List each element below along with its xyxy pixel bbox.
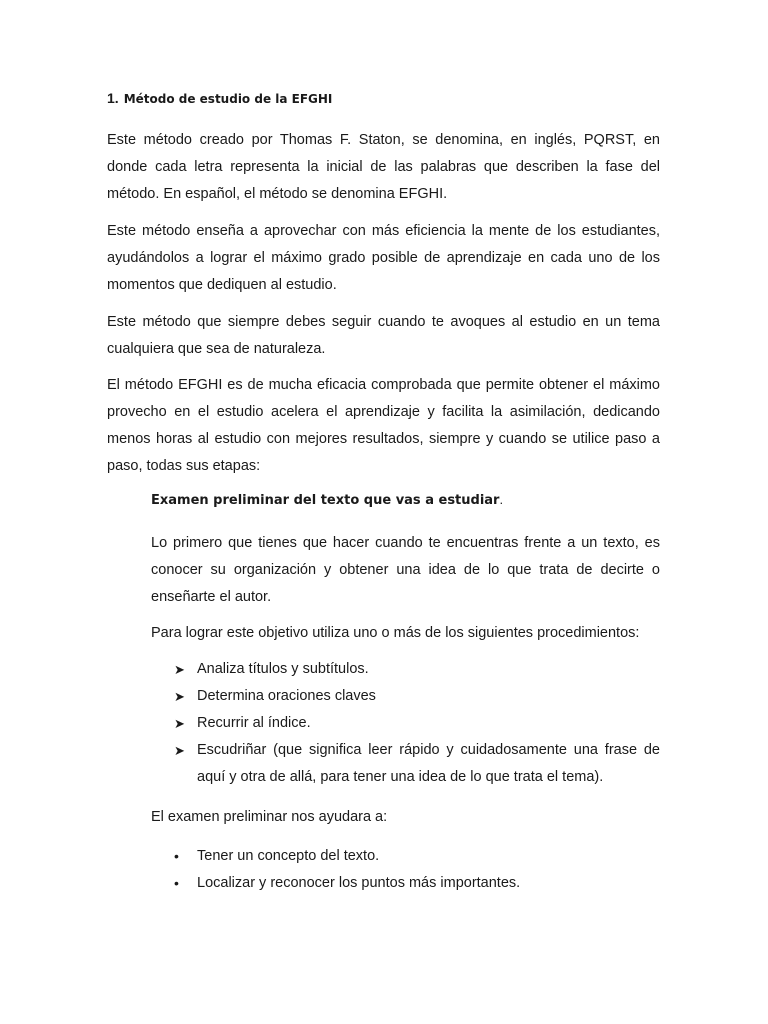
list-item-text: Determina oraciones claves bbox=[197, 688, 376, 704]
arrowhead-bullet-icon: ➤ bbox=[174, 743, 185, 758]
benefits-list bbox=[174, 843, 660, 897]
list-item bbox=[174, 870, 660, 897]
paragraph-benefits-intro: El examen preliminar nos ayudara a: bbox=[151, 809, 388, 825]
list-item-text: Tener un concepto del texto. bbox=[197, 848, 380, 864]
list-item-text: Recurrir al índice. bbox=[197, 715, 311, 731]
arrowhead-bullet-icon: ➤ bbox=[174, 689, 185, 704]
subsection-title-period: . bbox=[499, 492, 504, 507]
section-heading bbox=[107, 90, 332, 106]
round-bullet-icon: • bbox=[174, 875, 179, 891]
paragraph-efficiency: Este método enseña a aprovechar con más eficiencia la mente de los estudiantes, ayudándolos a lograr el máximo grado posible de aprendizaje en cada uno de los momentos que dediquen al estudio. bbox=[107, 223, 660, 293]
procedures-list bbox=[174, 656, 660, 791]
list-item bbox=[174, 710, 660, 737]
paragraph-usage: Este método que siempre debes seguir cuando te avoques al estudio en un tema cualquiera que sea de naturaleza. bbox=[107, 314, 660, 357]
list-item bbox=[174, 843, 660, 870]
arrowhead-bullet-icon: ➤ bbox=[174, 662, 185, 677]
round-bullet-icon: • bbox=[174, 848, 179, 864]
list-item-text: Localizar y reconocer los puntos más importantes. bbox=[197, 875, 521, 891]
list-item-text: Escudriñar (que significa leer rápido y cuidadosamente una frase de aquí y otra de allá, para tener una idea de lo que trata el tema). bbox=[197, 742, 660, 785]
arrowhead-bullet-icon: ➤ bbox=[174, 716, 185, 731]
subsection-title-text: Examen preliminar del texto que vas a estudiar bbox=[151, 493, 500, 508]
list-item-text: Analiza títulos y subtítulos. bbox=[197, 661, 369, 677]
list-item bbox=[174, 683, 660, 710]
paragraph-intro: Este método creado por Thomas F. Staton, se denomina, en inglés, PQRST, en donde cada letra representa la inicial de las palabras que describen la fase del método. En español, el método se denomina EFGHI. bbox=[107, 132, 660, 202]
heading-number: 1. bbox=[107, 90, 119, 106]
subsection-title bbox=[151, 492, 503, 508]
heading-title: Método de estudio de la EFGHI bbox=[123, 92, 333, 106]
list-item bbox=[174, 737, 660, 791]
paragraph-first-step: Lo primero que tienes que hacer cuando te encuentras frente a un texto, es conocer su organización y obtener una idea de lo que trata de decirte o enseñarte el autor. bbox=[151, 535, 660, 605]
paragraph-procedures-intro: Para lograr este objetivo utiliza uno o más de los siguientes procedimientos: bbox=[151, 625, 640, 641]
paragraph-efficacy: El método EFGHI es de mucha eficacia comprobada que permite obtener el máximo provecho en el estudio acelera el aprendizaje y facilita la asimilación, dedicando menos horas al estudio con mejores resultados, siempre y cuando se utilice paso a paso, todas sus etapas: bbox=[107, 377, 660, 474]
list-item bbox=[174, 656, 660, 683]
